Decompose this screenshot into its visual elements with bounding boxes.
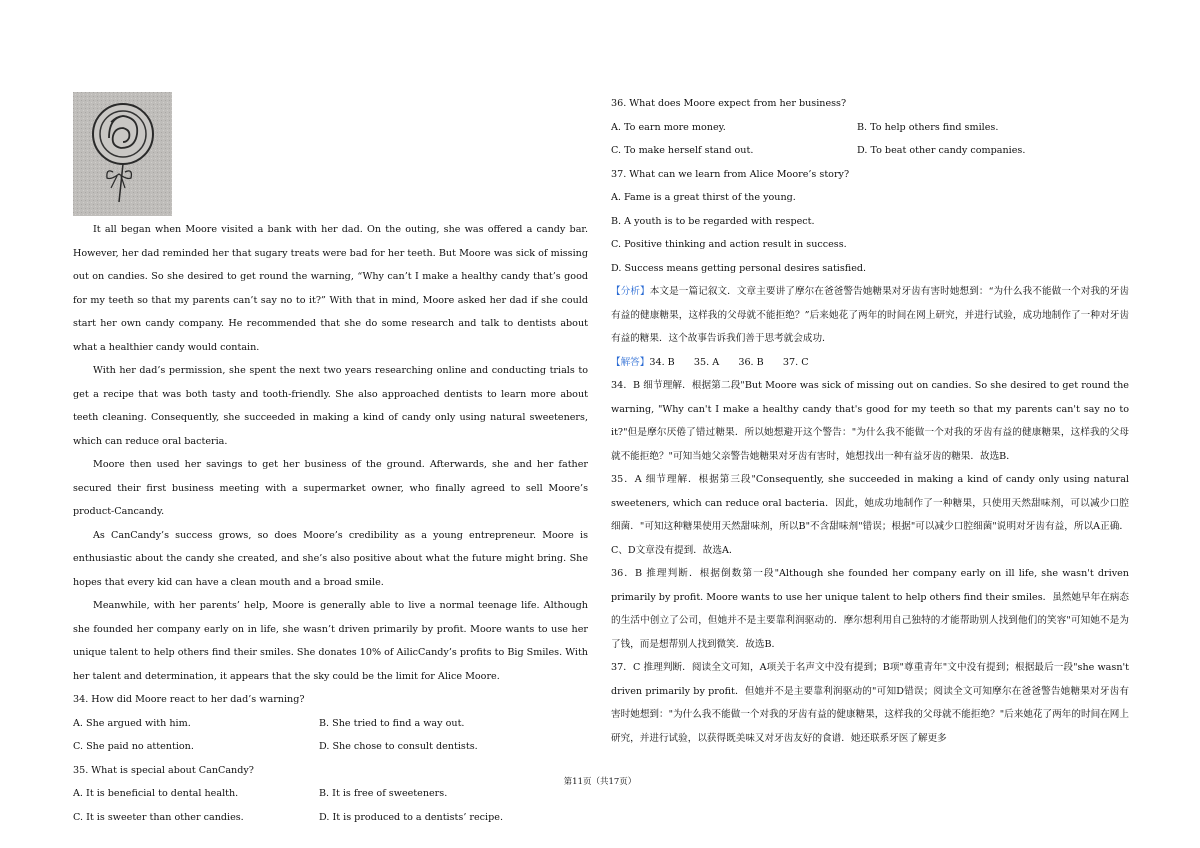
question-36-options-row1	[611, 116, 1129, 140]
analysis-text: 本文是一篇记叙文．文章主要讲了摩尔在爸爸警告她糖果对牙齿有害时她想到：“为什么我不能做一个对我的牙齿有益的健康糖果，这样我的父母就不能拒绝？”后来她花了两年的时间在网上研究，并进行试验，成功地制作了一种对牙齿有益的糖果．这个故事告诉我们善于思考就会成功．	[611, 286, 1130, 344]
explanation-35: 35．A 细节理解．根据第三段"Consequently, she succeeded in making a kind of candy only using natural sweeteners, which can reduce oral bacteria．因此，她成功地制作了一种糖果，只使用天然甜味剂，可以减少口腔细菌．"可知这种糖果使用天然甜味剂，所以B"不含甜味剂"错误；根据"可以减少口腔细菌"说明对牙齿有益，所以A正确．C、D文章没有提到．故选A．	[611, 474, 1129, 556]
answer-section	[611, 351, 1129, 375]
option-37c: C. Positive thinking and action result in success.	[611, 239, 847, 250]
question-35-options-row2	[73, 806, 588, 830]
option-34a: A. She argued with him.	[73, 717, 191, 729]
left-column	[73, 92, 588, 829]
question-34-options-row2	[73, 735, 588, 759]
option-34d: D. She chose to consult dentists.	[319, 741, 478, 752]
option-35c: C. It is sweeter than other candies.	[73, 811, 244, 823]
right-column	[611, 92, 1129, 750]
lollipop-image	[73, 92, 172, 216]
passage-paragraph-4: As CanCandy’s success grows, so does Moore’s credibility as a young entrepreneur. Moore is enthusiastic about the candy she created, and she’s also positive about what the future might bring. She hopes that every kid can have a clean mouth and a broad smile.	[73, 529, 588, 588]
analysis-tag: 【分析】	[611, 286, 650, 297]
passage-paragraph-1: It all began when Moore visited a bank with her dad. On the outing, she was offered a candy bar. However, her dad reminded her that sugary treats were bad for her teeth. But Moore was sick of missing out on candies. So she desired to get round the warning, “Why can’t I make a healthy candy that’s good for my teeth so that my parents can’t say no to it?” With that in mind, Moore asked her dad if she could start her own candy company. He recommended that she do some research and talk to dentists about what a healthier candy would contain.	[73, 224, 588, 353]
explanation-34: 34．B 细节理解．根据第二段"But Moore was sick of missing out on candies. So she desired to get round the warning, "Why can't I make a healthy candy that's good for my teeth so that my parents can't say no to it?"但是摩尔厌倦了错过糖果．所以她想避开这个警告："为什么我不能做一个对我的牙齿有益的健康糖果，这样我的父母就不能拒绝？"可知当她父亲警告她糖果对牙齿有害时，她想找出一种有益牙齿的糖果．故选B．	[611, 380, 1129, 462]
answer-key: 34. B 35. A 36. B 37. C	[649, 356, 809, 368]
passage-paragraph-3: Moore then used her savings to get her business of the ground. Afterwards, she and her father secured their first business meeting with a supermarket owner, who finally agreed to sell Moore’s product-Cancandy.	[73, 459, 588, 517]
passage-paragraph-5: Meanwhile, with her parents’ help, Moore is generally able to live a normal teenage life. Although she founded her company early on in life, she wasn’t driven primarily by profit. Moore wants to use her unique talent to help others find their smiles. She donates 10% of AilicCandy’s profits to Big Smiles. With her talent and determination, it appears that the sky could be the limit for Alice Moore.	[73, 600, 588, 682]
question-37: 37. What can we learn from Alice Moore’s story?	[611, 168, 850, 180]
explanation-37: 37．C 推理判断．阅读全文可知，A项关于名声文中没有提到；B项"尊重青年"文中没有提到；根据最后一段"she wasn't driven primarily by profit．但她并不是主要靠利润驱动的"可知D错误；阅读全文可知摩尔在爸爸警告她糖果对牙齿有害时她想到："为什么我不能做一个对我的牙齿有益的健康糖果，这样我的父母就不能拒绝？"后来她花了两年的时间在网上研究，并进行试验，以获得既美味又对牙齿友好的食谱．她还联系牙医了解更多	[611, 662, 1129, 744]
passage-paragraph-2: With her dad’s permission, she spent the next two years researching online and conducting trials to get a recipe that was both tasty and tooth-friendly. She also approached dentists to learn more about teeth cleaning. Consequently, she succeeded in making a kind of candy only using natural sweeteners, which can reduce oral bacteria.	[73, 365, 588, 447]
option-36a: A. To earn more money.	[611, 121, 726, 133]
analysis-section	[611, 280, 1129, 351]
question-34-options-row1	[73, 712, 588, 736]
option-35d: D. It is produced to a dentists’ recipe.	[319, 811, 503, 823]
option-37b: B. A youth is to be regarded with respect.	[611, 215, 815, 227]
explanation-36: 36．B 推理判断．根据倒数第一段"Although she founded her company early on ill life, she wasn't driven primarily by profit. Moore wants to use her unique talent to help others find their smiles．虽然她早年在病态的生活中创立了公司，但她并不是主要靠利润驱动的．摩尔想利用自己独特的才能帮助别人找到他们的笑容"可知她不是为了钱，而是想帮别人找到微笑．故选B．	[611, 568, 1129, 650]
option-36d: D. To beat other candy companies.	[857, 145, 1026, 156]
page-footer: 第11页（共17页）	[563, 777, 637, 787]
option-36c: C. To make herself stand out.	[611, 145, 754, 156]
option-35a: A. It is beneficial to dental health.	[73, 788, 239, 799]
question-36: 36. What does Moore expect from her business?	[611, 98, 847, 109]
question-36-options-row2	[611, 139, 1129, 163]
option-36b: B. To help others find smiles.	[857, 121, 999, 133]
option-35b: B. It is free of sweeteners.	[319, 788, 448, 799]
option-34c: C. She paid no attention.	[73, 741, 194, 752]
answer-tag: 【解答】	[611, 356, 650, 368]
option-37a: A. Fame is a great thirst of the young.	[611, 192, 796, 203]
option-34b: B. She tried to find a way out.	[319, 717, 465, 729]
question-35: 35. What is special about CanCandy?	[73, 764, 254, 776]
question-34: 34. How did Moore react to her dad’s warning?	[73, 694, 305, 705]
option-37d: D. Success means getting personal desires satisfied.	[611, 262, 867, 274]
